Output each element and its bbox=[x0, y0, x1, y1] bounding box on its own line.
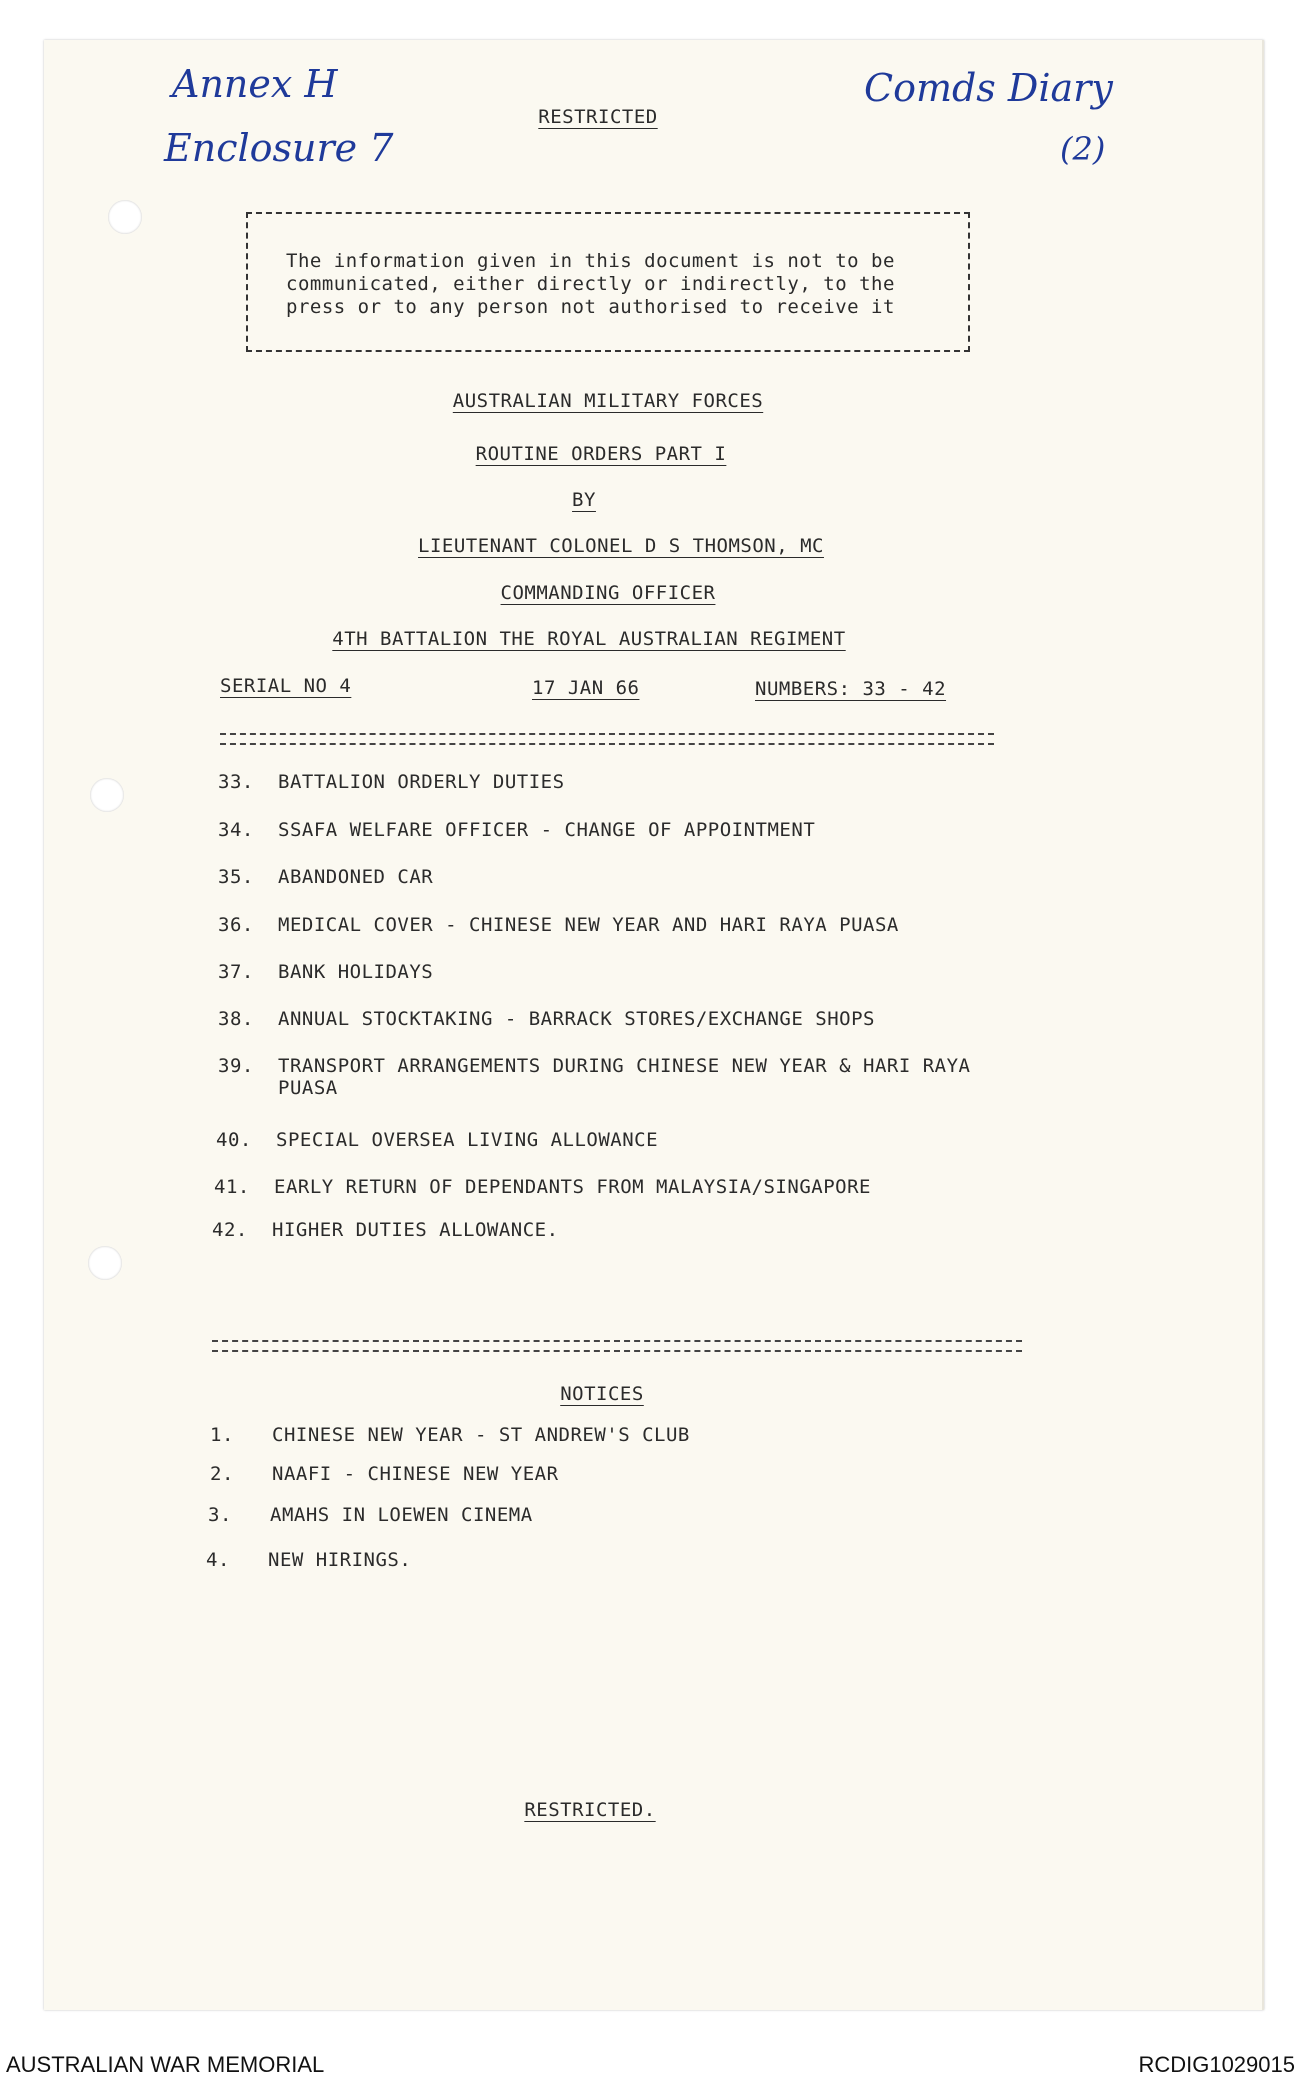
punch-hole bbox=[88, 1246, 122, 1280]
security-notice-text: The information given in this document is not to be communicated, either directly or indirectly, to the press or to any person not authorised to receive it bbox=[286, 250, 895, 318]
order-title: HIGHER DUTIES ALLOWANCE. bbox=[272, 1219, 559, 1241]
order-title: BATTALION ORDERLY DUTIES bbox=[278, 771, 565, 793]
heading-by: BY bbox=[572, 489, 596, 511]
order-date: 17 JAN 66 bbox=[532, 677, 640, 699]
notice-title: CHINESE NEW YEAR - ST ANDREW'S CLUB bbox=[272, 1424, 690, 1446]
notice-title: AMAHS IN LOEWEN CINEMA bbox=[270, 1504, 533, 1526]
handwritten-enclosure: Enclosure 7 bbox=[164, 126, 394, 170]
order-title: ABANDONED CAR bbox=[278, 866, 434, 888]
order-title: BANK HOLIDAYS bbox=[278, 961, 434, 983]
order-number: 41. bbox=[214, 1176, 250, 1198]
divider bbox=[212, 1340, 1022, 1352]
order-number: 39. bbox=[218, 1055, 254, 1077]
order-number: 42. bbox=[212, 1219, 248, 1241]
divider bbox=[220, 733, 994, 745]
order-number: 33. bbox=[218, 771, 254, 793]
heading-routine-orders: ROUTINE ORDERS PART I bbox=[475, 443, 727, 465]
notice-number: 2. bbox=[210, 1463, 234, 1485]
heading-appointment: COMMANDING OFFICER bbox=[500, 582, 716, 604]
footer-id: RCDIG1029015 bbox=[1138, 2052, 1295, 2077]
notice-title: NEW HIRINGS. bbox=[268, 1549, 412, 1571]
order-title: TRANSPORT ARRANGEMENTS DURING CHINESE NEW YEAR & HARI RAYA PUASA bbox=[278, 1055, 971, 1099]
security-notice-box bbox=[246, 212, 970, 352]
order-number: 35. bbox=[218, 866, 254, 888]
punch-hole bbox=[90, 778, 124, 812]
heading-unit: 4TH BATTALION THE ROYAL AUSTRALIAN REGIMENT bbox=[332, 628, 846, 650]
notices-heading: NOTICES bbox=[560, 1383, 644, 1405]
notice-number: 1. bbox=[210, 1424, 234, 1446]
order-number: 37. bbox=[218, 961, 254, 983]
serial-number: SERIAL NO 4 bbox=[220, 675, 352, 697]
handwritten-copy-number: (2) bbox=[1060, 130, 1106, 168]
order-title: MEDICAL COVER - CHINESE NEW YEAR AND HARI RAYA PUASA bbox=[278, 914, 899, 936]
order-number: 40. bbox=[216, 1129, 252, 1151]
order-title: ANNUAL STOCKTAKING - BARRACK STORES/EXCHANGE SHOPS bbox=[278, 1008, 875, 1030]
footer-source: AUSTRALIAN WAR MEMORIAL bbox=[6, 2052, 325, 2077]
order-title: EARLY RETURN OF DEPENDANTS FROM MALAYSIA/SINGAPORE bbox=[274, 1176, 871, 1198]
heading-forces: AUSTRALIAN MILITARY FORCES bbox=[452, 390, 764, 412]
order-number: 38. bbox=[218, 1008, 254, 1030]
notice-number: 4. bbox=[206, 1549, 230, 1571]
handwritten-annex: Annex H bbox=[172, 62, 338, 106]
order-title: SSAFA WELFARE OFFICER - CHANGE OF APPOINTMENT bbox=[278, 819, 816, 841]
order-title: SPECIAL OVERSEA LIVING ALLOWANCE bbox=[276, 1129, 659, 1151]
handwritten-diary: Comds Diary bbox=[864, 66, 1113, 110]
heading-commander: LIEUTENANT COLONEL D S THOMSON, MC bbox=[418, 535, 824, 557]
order-number: 36. bbox=[218, 914, 254, 936]
classification-top: RESTRICTED bbox=[538, 106, 658, 128]
notice-number: 3. bbox=[208, 1504, 232, 1526]
order-number: 34. bbox=[218, 819, 254, 841]
classification-bottom: RESTRICTED. bbox=[524, 1799, 656, 1821]
order-numbers: NUMBERS: 33 - 42 bbox=[755, 678, 947, 700]
notice-title: NAAFI - CHINESE NEW YEAR bbox=[272, 1463, 559, 1485]
punch-hole bbox=[108, 200, 142, 234]
